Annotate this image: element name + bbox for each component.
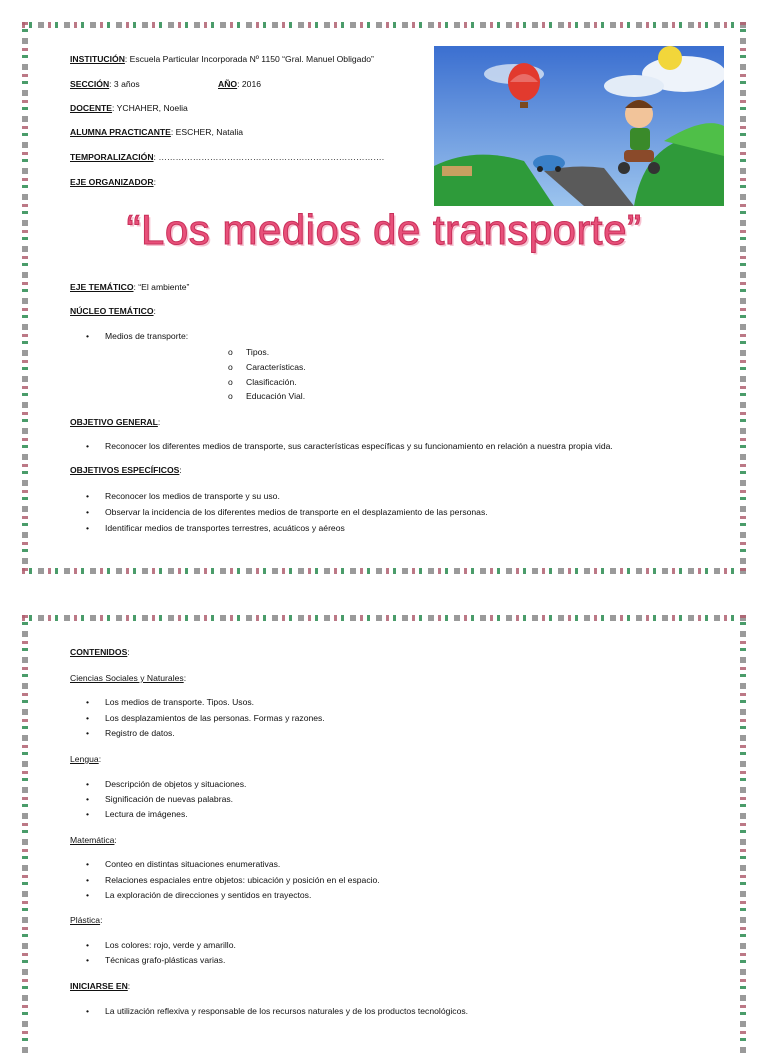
institucion-label: INSTITUCIÓN xyxy=(70,54,125,64)
contenidos-heading: CONTENIDOS: xyxy=(70,647,130,657)
temporal-label: TEMPORALIZACIÓN xyxy=(70,152,154,162)
temporal-value: : ……………………………………………………………………. xyxy=(153,152,385,162)
anio-value: : 2016 xyxy=(237,79,262,89)
eje-org-label: EJE ORGANIZADOR xyxy=(70,177,154,187)
objetivo-general-line: OBJETIVO GENERAL: xyxy=(70,417,161,427)
nucleo-tematico-line xyxy=(70,306,156,316)
docente-value: : YCHAHER, Noelia xyxy=(112,103,188,113)
iniciarse-heading: INICIARSE EN: xyxy=(70,981,131,991)
document-page-1: INSTITUCIÓN: Escuela Particular Incorporada Nº 1150 “Gral. Manuel Obligado” SECCIÓN: 3 años AÑO: 2016 DOCENTE: YCHAHER, Noelia ALUMNA PRACTICANTE: ESCHER, Natalia TEMPORALIZACIÓN: ……………………………………………………………………. EJE ORGANIZADOR: “Los medios de transporte” EJE TEMÁTICO: “El ambiente” NÚCLEO TEMÁTICO: • Medios de transporte: o Tipos. o Características. o Clasificación. o Educación Vial. OBJETIVO GENERAL: • Reconocer los diferentes medios de transporte, sus características específicas y su funcionamiento en relación a nuestra propia vida. OBJETIVOS ESPECÍFICOS: • Reconocer los medios de transporte y su uso. • Observar la incidencia de los diferentes medios de transporte en el desplazamiento de las personas. • Identificar medios de transportes terrestres, acuáticos y aéreos xyxy=(22,22,746,574)
eje-tem-label: EJE TEMÁTICO xyxy=(70,282,134,292)
alumna-label: ALUMNA PRACTICANTE xyxy=(70,127,171,137)
docente-label: DOCENTE xyxy=(70,103,113,113)
obj-gen-label: OBJETIVO GENERAL xyxy=(70,417,158,427)
alumna-value: : ESCHER, Natalia xyxy=(170,127,244,137)
eje-org-value: : xyxy=(153,177,156,187)
nucleo-value: : xyxy=(153,306,156,316)
anio-label: AÑO xyxy=(218,79,238,89)
institucion-value: : Escuela Particular Incorporada Nº 1150 “Gral. Manuel Obligado” xyxy=(124,54,374,64)
nucleo-label: NÚCLEO TEMÁTICO xyxy=(70,306,154,316)
matematica-heading: Matemática: xyxy=(70,835,117,845)
obj-esp-label: OBJETIVOS ESPECÍFICOS xyxy=(70,465,180,475)
plastica-heading: Plástica: xyxy=(70,915,103,925)
eje-tematico-line xyxy=(70,282,189,292)
seccion-label: SECCIÓN xyxy=(70,79,110,89)
objetivos-especificos-line: OBJETIVOS ESPECÍFICOS: xyxy=(70,465,182,475)
document-title: “Los medios de transporte” xyxy=(126,206,642,253)
eje-tem-value: : “El ambiente” xyxy=(133,282,190,292)
ciencias-heading: Ciencias Sociales y Naturales: xyxy=(70,673,187,683)
lengua-heading: Lengua: xyxy=(70,754,102,764)
document-page-2: CONTENIDOS: Ciencias Sociales y Naturales: • Los medios de transporte. Tipos. Usos. • Los desplazamientos de las personas. Formas y razones. • Registro de datos. Lengua: • Descripción de objetos y situaciones. • Significación de nuevas palabras. • Lectura de imágenes. Matemática: • Conteo en distintas situaciones enumerativas. • Relaciones espaciales entre objetos: ubicación y posición en el espacio. • La exploración de direcciones y sentidos en trayectos. Plástica: • Los colores: rojo, verde y amarillo. • Técnicas grafo-plásticas varias. INICIARSE EN: • La utilización reflexiva y responsable de los recursos naturales y de los productos tecnológicos. xyxy=(22,615,746,1055)
seccion-value: : 3 años xyxy=(109,79,140,89)
